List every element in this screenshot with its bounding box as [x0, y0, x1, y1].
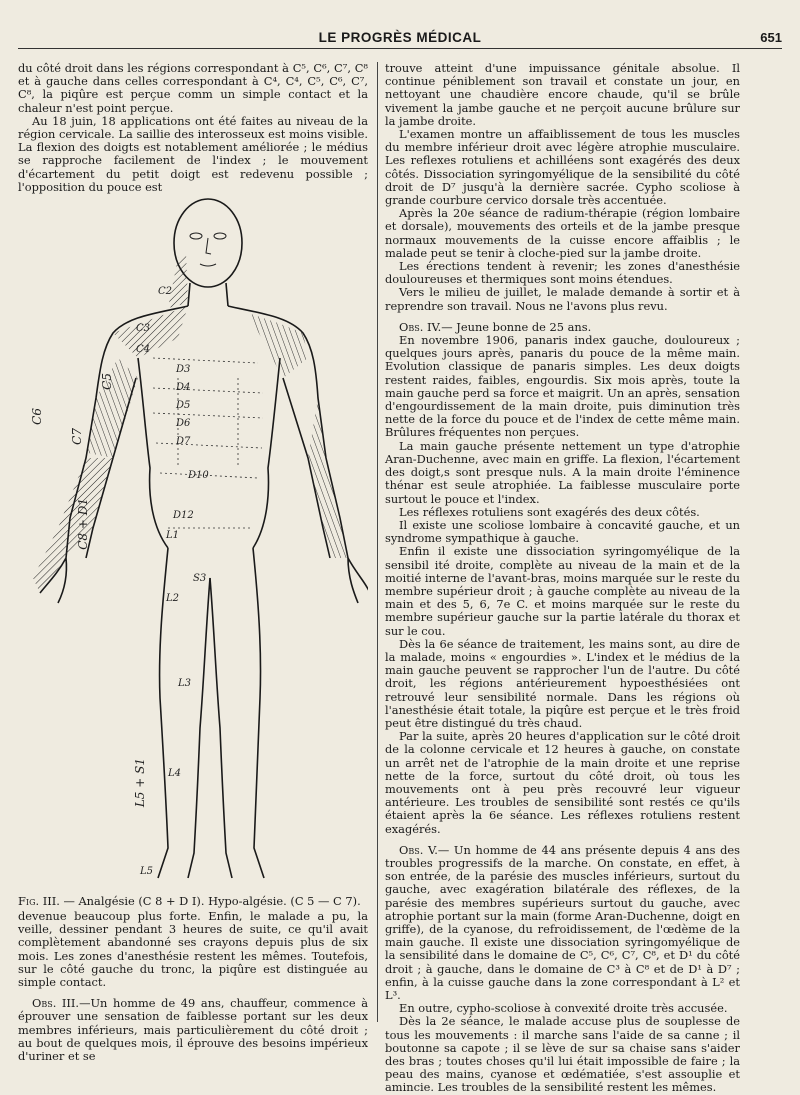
- paragraph: Dès la 2e séance, le malade accuse plus de souplesse de tous les mouvements : il marche sans l'aide de sa canne ; il boutonne sa capote ; il se lève de sur sa chaise sans s'aider des bras ; toutes choses qu'il lui était impossible de faire ; la peau des mains, cyanose et œdématiée, s'est assouplie et amincie. Les troubles de la sensibilité restent les mêmes.: [385, 1014, 740, 1095]
- label-l5-s1: L5 + S1: [133, 758, 147, 808]
- label-c4: C4: [136, 344, 151, 356]
- paragraph: Vers le milieu de juillet, le malade demande à sortir et à reprendre son travail. Nous ne l'avons plus revu.: [385, 285, 740, 313]
- label-d10: D10: [188, 470, 209, 482]
- paragraph: devenue beaucoup plus forte. Enfin, le malade a pu, la veille, dessiner pendant 3 heures de suite, ce qu'il avait complètement abandonné ses crayons depuis plus de six mois. Les zones d'anesthésie restent les mêmes. Toutefois, sur le côté gauche du tronc, la piqûre est distinguée au simple contact.: [18, 909, 368, 990]
- label-l4: L4: [168, 768, 182, 780]
- paragraph: Après la 20e séance de radium-thérapie (région lombaire et dorsale), mouvements des orteils et de la jambe presque normaux mouvements de la cuisse encore affaiblis ; le malade peut se tenir à cloche-pied sur la jambe droite.: [385, 206, 740, 260]
- paragraph: Les réflexes rotuliens sont exagérés des deux côtés.: [399, 504, 700, 519]
- zone-right-arm: [308, 398, 348, 558]
- observation-text: —Un homme de 49 ans, chauffeur, commence à éprouver une sensation de faiblesse portant sur les deux membres inférieurs, mais particulièrement du côté droit ; au bout de quelques mois, il éprouve des besoins impérieux d'uriner et se: [18, 996, 369, 1064]
- label-d5: D5: [176, 400, 191, 412]
- paragraph: Les érections tendent à revenir; les zones d'anesthésie douloureuses et thermiques sont moins étendues.: [385, 259, 740, 287]
- observation-title: — Jeune bonne de 25 ans.: [441, 319, 592, 334]
- observation-label: Obs. V.: [399, 842, 438, 857]
- paragraph: Dès la 6e séance de traitement, les mains sont, au dire de la malade, moins « engourdies ». L'index et le médius de la main gauche peuvent se rapprocher l'un de l'autre. Du côté droit, les régions antérieurement hypoesthésiées ont retrouvé leur sensibilité normale. Dans les régions où l'anesthésie était totale, la piqûre est perçue et le très froid peut être distingué du très chaud.: [385, 636, 740, 730]
- label-l5: L5: [140, 866, 154, 878]
- observation-5: [385, 844, 740, 1002]
- paragraph: trouve atteint d'une impuissance génitale absolue. Il continue péniblement son travail et constate un jour, en nettoyant une chaudière encore chaude, qu'il se brûle vivement la jambe gauche et ne perçoit aucune brûlure sur la jambe droite.: [385, 61, 740, 128]
- label-l2: L2: [166, 593, 180, 605]
- paragraph: du côté droit dans les régions correspondant à C⁵, C⁶, C⁷, C⁸ et à gauche dans celles correspondant à C⁴, C⁴, C⁵, C⁶, C⁷, C⁸, la piqûre est perçue comm un simple contact et la chaleur n'est point perçue.: [18, 61, 368, 115]
- label-d3: D3: [176, 364, 191, 376]
- paragraph: Par la suite, après 20 heures d'application sur le côté droit de la colonne cervicale et 12 heures à gauche, on constate un arrêt net de l'atrophie de la main droite et une reprise nette de la force, surtout du côté droit, où tous les mouvements ont à peu près recouvré leur vigueur antérieure. Les troubles de sensibilité sont restés ce qu'ils étaient après la 6e séance. Les réflexes rotuliens restent exagérés.: [385, 729, 740, 836]
- label-c6: C6: [30, 408, 44, 425]
- label-c8-d1: C8 + D1: [76, 498, 90, 550]
- label-c7: C7: [70, 428, 84, 445]
- label-c5-arm: C5: [100, 373, 114, 390]
- column-divider: [377, 62, 378, 1022]
- paragraph: Au 18 juin, 18 applications ont été faites au niveau de la région cervicale. La saillie des interosseux est moins visible. La flexion des doigts est notablement améliorée ; le médius se rapproche facilement de l'index ; le mouvement d'écartement du petit doigt est redevenu possible ; l'opposition du pouce est: [18, 113, 368, 194]
- label-c3: C3: [136, 323, 151, 335]
- paragraph: En novembre 1906, panaris index gauche, douloureux ; quelques jours après, panaris du pouce de la même main. Evolution classique de panaris simples. Les deux doigts restent raides, faibles, engourdis. Six mois après, toute la main gauche perd sa force et maigrit. Un an après, sensation d'engourdissement de la main droite, puis diminution très nette de la force du pouce et de l'index de cette même main. Brûlures fréquentes non perçues.: [385, 333, 740, 440]
- figure-caption-text: — Analgésie (C 8 + D I). Hypo-algésie. (C 5 — C 7).: [59, 894, 361, 909]
- label-c2: C2: [158, 286, 173, 298]
- paragraph: En outre, cypho-scoliose à convexité droite très accusée.: [399, 1001, 728, 1016]
- journal-title: LE PROGRÈS MÉDICAL: [318, 30, 482, 45]
- zone-c2-c3: [168, 253, 188, 308]
- observation-3: [18, 997, 368, 1063]
- right-column: [385, 62, 740, 1095]
- figure-caption: [18, 894, 368, 908]
- observation-text: — Un homme de 44 ans présente depuis 4 ans des troubles progressifs de la marche. On constate, en effet, à son entrée, de la parésie des muscles inférieurs, surtout du gauche, avec exagération bilatérale des réflexes, de la parésie des membres supérieurs surtout du gauche, avec atrophie portant sur la main (forme Aran-Duchenne, doigt en griffe), de la cyanose, du refroidissement, de l'œdème de la main gauche. Il existe une dissociation syringomyélique de la sensibilité dans le domaine de C⁵, C⁶, C⁷, C⁸, et D¹ du côté droit ; à gauche, dans le domaine de C³ à C⁸ et de D¹ à D⁷ ; enfin, à la cuisse gauche dans la zone correspondant à L² et L³.: [385, 842, 740, 1003]
- zone-right-shoulder: [248, 313, 308, 378]
- label-l3: L3: [178, 678, 192, 690]
- label-d4: D4: [176, 382, 191, 394]
- left-column: [18, 62, 368, 1063]
- observation-label: Obs. III.: [32, 996, 80, 1011]
- paragraph: La main gauche présente nettement un type d'atrophie Aran-Duchenne, avec main en griffe. La flexion, l'écartement des doigt,s sont presque nuls. A la main droite l'éminence thénar est seule atrophiée. La faiblesse musculaire porte surtout le pouce et l'index.: [385, 438, 740, 506]
- figure-body-dermatomes: [18, 198, 368, 888]
- label-d6: D6: [176, 418, 191, 430]
- label-d7: D7: [176, 436, 191, 448]
- observation-label: Obs. IV.: [399, 319, 442, 334]
- body-outline-drawing: [18, 198, 368, 888]
- label-l1: L1: [166, 530, 180, 542]
- paragraph: Il existe une scoliose lombaire à concavité gauche, et un syndrome sympathique à gauche.: [385, 517, 740, 546]
- label-s3: S3: [193, 573, 207, 585]
- figure-number: Fig. III.: [18, 894, 60, 909]
- paragraph: Enfin il existe une dissociation syringomyélique de la sensibil ité droite, complète au niveau de la main et de la moitié interne de l'avant-bras, moins marquée sur le reste du membre supérieur droit ; à gauche complète au niveau de la main et des 5, 6, 7e C. et moins marquée sur le reste du membre supérieur gauche sur la partie latérale du thorax et sur le cou.: [385, 544, 740, 638]
- label-d12: D12: [173, 510, 194, 522]
- zone-c8-d1: [33, 458, 113, 593]
- paragraph: L'examen montre un affaiblissement de tous les muscles du membre inférieur droit avec légère atrophie musculaire. Les reflexes rotuliens et achilléens sont exagérés des deux côtés. Dissociation syringomyélique de la sensibilité du côté droit de D⁷ jusqu'à la dernière sacrée. Cypho scoliose à grande courbure cervico dorsale très accentuée.: [385, 127, 740, 208]
- page-number: 651: [760, 30, 782, 45]
- page-header: [18, 22, 782, 49]
